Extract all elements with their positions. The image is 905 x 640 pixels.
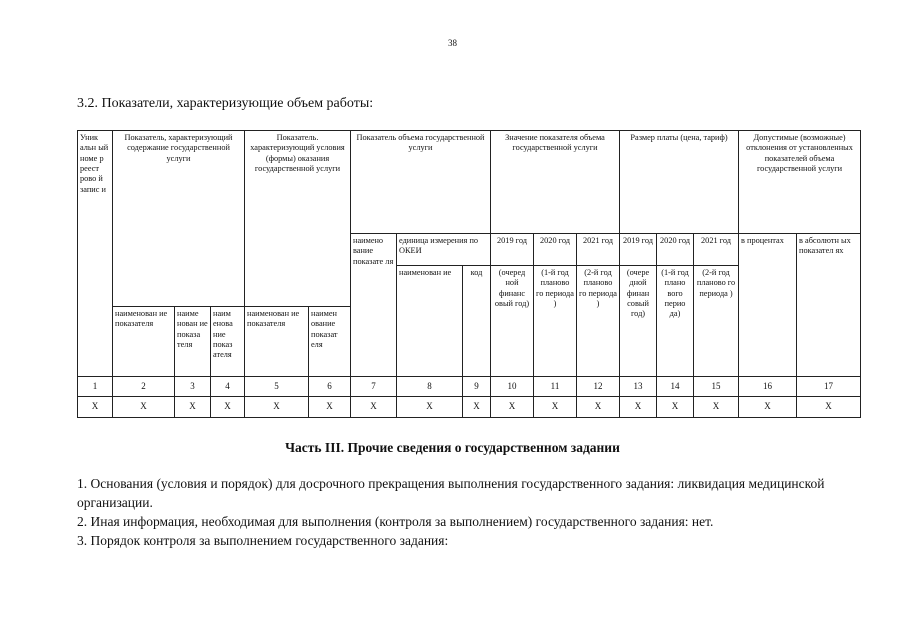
header-vol-2020-sub: (1-й год планово го периода ) <box>534 266 577 377</box>
header-content-indicator: Показатель, характеризующий содержание государственной услуги <box>113 131 245 307</box>
column-number-cell: 5 <box>245 377 309 397</box>
data-row <box>78 397 861 417</box>
table-cell: X <box>694 397 739 417</box>
column-number-cell: 10 <box>491 377 534 397</box>
column-number-cell: 9 <box>463 377 491 397</box>
header-okei-name: наименован ие <box>397 266 463 377</box>
table-cell: X <box>534 397 577 417</box>
table-cell: X <box>175 397 211 417</box>
table-cell: X <box>797 397 861 417</box>
header-vol-2020: 2020 год <box>534 234 577 266</box>
header-volume-value: Значение показателя объема государственной услуги <box>491 131 620 234</box>
table-cell: X <box>245 397 309 417</box>
header-fee-2021-sub: (2-й год планово го периода ) <box>694 266 739 377</box>
column-number-cell: 17 <box>797 377 861 397</box>
header-content-sub-3: наим енова ние показ ателя <box>211 307 245 377</box>
table-cell: X <box>620 397 657 417</box>
header-vol-2019-sub: (очеред ной финанс овый год) <box>491 266 534 377</box>
header-fee-2020-sub: (1-й год плано вого перио да) <box>657 266 694 377</box>
header-fee-2020: 2020 год <box>657 234 694 266</box>
header-vol-2021-sub: (2-й год планово го периода ) <box>577 266 620 377</box>
header-okei-unit: единица измерения по ОКЕИ <box>397 234 491 266</box>
paragraph-3: 3. Порядок контроля за выполнением государственного задания: <box>77 533 449 548</box>
column-number-cell: 13 <box>620 377 657 397</box>
header-conditions-sub-1: наименован ие показателя <box>245 307 309 377</box>
table-cell: X <box>657 397 694 417</box>
header-dev-percent: в процентах <box>739 234 797 377</box>
column-number-cell: 8 <box>397 377 463 397</box>
table-cell: X <box>397 397 463 417</box>
table-cell: X <box>113 397 175 417</box>
column-number-cell: 1 <box>78 377 113 397</box>
header-dev-absolute: в абсолютн ых показател ях <box>797 234 861 377</box>
column-number-cell: 3 <box>175 377 211 397</box>
column-number-cell: 14 <box>657 377 694 397</box>
header-conditions-sub-2: наимен ование показат еля <box>309 307 351 377</box>
page-number: 38 <box>448 38 457 48</box>
work-volume-table <box>77 130 861 418</box>
header-vol-2019: 2019 год <box>491 234 534 266</box>
header-fee-2019-sub: (очере дной финан совый год) <box>620 266 657 377</box>
column-number-row <box>78 377 861 397</box>
paragraph-1: 1. Основания (условия и порядок) для досрочного прекращения выполнения государственного задания: ликвидация медицинской организации. <box>77 476 825 510</box>
header-indicator-name: наимено вание показате ля <box>351 234 397 377</box>
column-number-cell: 7 <box>351 377 397 397</box>
header-fee-2019: 2019 год <box>620 234 657 266</box>
table-cell: X <box>739 397 797 417</box>
column-number-cell: 16 <box>739 377 797 397</box>
section-title: 3.2. Показатели, характеризующие объем работы: <box>77 96 374 111</box>
table-cell: X <box>211 397 245 417</box>
paragraph-2: 2. Иная информация, необходимая для выполнения (контроля за выполнением) государственного задания: нет. <box>77 514 714 529</box>
table-cell: X <box>491 397 534 417</box>
header-vol-2021: 2021 год <box>577 234 620 266</box>
column-number-cell: 6 <box>309 377 351 397</box>
header-content-sub-2: наиме нован ие показа теля <box>175 307 211 377</box>
header-deviations: Допустимые (возможные) отклонения от установленных показателей объема государственной услуги <box>739 131 861 234</box>
header-unique-record-number: Уник альн ый номе р реест рово й запис и <box>78 131 113 377</box>
table-cell: X <box>78 397 113 417</box>
column-number-cell: 2 <box>113 377 175 397</box>
table-cell: X <box>309 397 351 417</box>
part3-title: Часть III. Прочие сведения о государственном задании <box>285 440 620 455</box>
column-number-cell: 11 <box>534 377 577 397</box>
header-conditions-indicator: Показатель. характеризующий условия (формы) оказания государственной услуги <box>245 131 351 307</box>
header-content-sub-1: наименован ие показателя <box>113 307 175 377</box>
header-fee-2021: 2021 год <box>694 234 739 266</box>
table-cell: X <box>463 397 491 417</box>
table-cell: X <box>351 397 397 417</box>
column-number-cell: 12 <box>577 377 620 397</box>
header-volume-indicator: Показатель объема государственной услуги <box>351 131 491 234</box>
column-number-cell: 15 <box>694 377 739 397</box>
header-okei-code: код <box>463 266 491 377</box>
header-fee: Размер платы (цена, тариф) <box>620 131 739 234</box>
table-cell: X <box>577 397 620 417</box>
column-number-cell: 4 <box>211 377 245 397</box>
